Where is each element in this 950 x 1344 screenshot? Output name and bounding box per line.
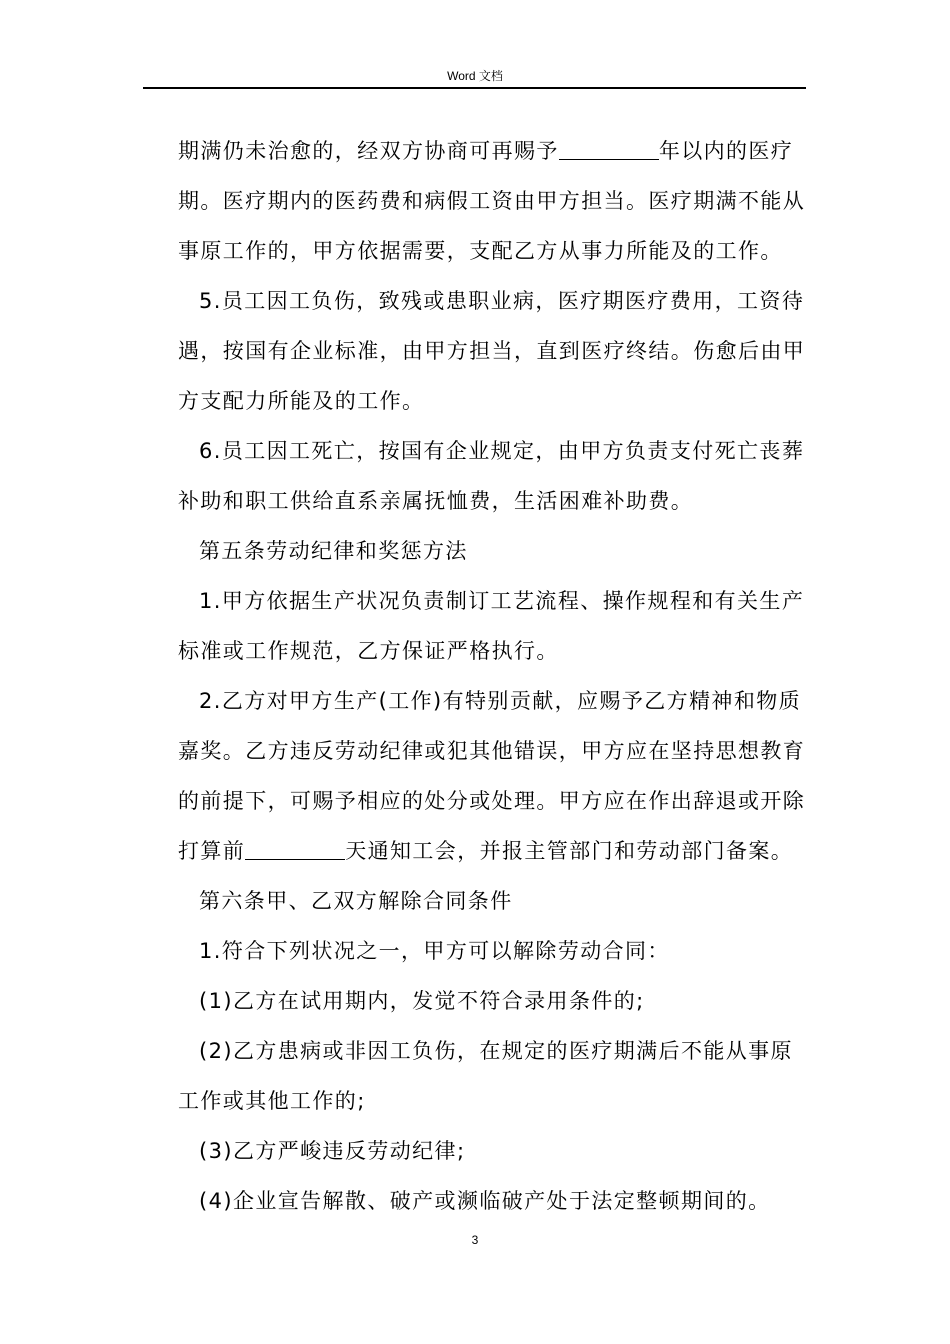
paragraph-work-injury: 5.员工因工负伤，致残或患职业病，医疗期医疗费用，工资待遇，按国有企业标准，由甲方担当，直到医疗终结。伤愈后由甲方支配力所能及的工作。	[178, 289, 806, 413]
list-item-condition-4: (4)企业宣告解散、破产或濒临破产处于法定整顿期间的。	[199, 1189, 771, 1213]
list-item-condition-3: (3)乙方严峻违反劳动纪律;	[199, 1139, 466, 1163]
paragraph-rewards-penalties	[178, 676, 806, 876]
paragraph-text: 年以内的医疗期。医疗期内的医药费和病假工资由甲方担当。医疗期满不能从事原工作的，甲方依据需要，支配乙方从事力所能及的工作。	[178, 139, 806, 263]
document-body	[178, 126, 806, 1226]
page-header: Word 文档	[447, 69, 503, 83]
list-item-condition-2: (2)乙方患病或非因工负伤，在规定的医疗期满后不能从事原工作或其他工作的;	[178, 1039, 793, 1113]
page-number: 3	[471, 1233, 479, 1247]
paragraph-medical-period	[178, 126, 806, 276]
fill-in-blank-days	[245, 835, 345, 860]
paragraph-work-death: 6.员工因工死亡，按国有企业规定，由甲方负责支付死亡丧葬补助和职工供给直系亲属抚恤费，生活困难补助费。	[178, 439, 805, 513]
header-divider	[143, 87, 806, 89]
paragraph-text: 2.乙方对甲方生产(工作)有特别贡献，应赐予乙方精神和物质嘉奖。乙方违反劳动纪律或犯其他错误，甲方应在坚持思想教育的前提下，可赐予相应的处分或处理。甲方应在作出辞退或开除打算前	[178, 689, 806, 863]
paragraph-termination-conditions: 1.符合下列状况之一，甲方可以解除劳动合同：	[199, 939, 670, 963]
fill-in-blank-years	[559, 135, 659, 160]
section-heading-article-6: 第六条甲、乙双方解除合同条件	[199, 889, 513, 913]
paragraph-text: 期满仍未治愈的，经双方协商可再赐予	[178, 139, 559, 163]
section-heading-article-5: 第五条劳动纪律和奖惩方法	[199, 539, 468, 563]
paragraph-text: 天通知工会，并报主管部门和劳动部门备案。	[345, 839, 794, 863]
paragraph-rules-procedures: 1.甲方依据生产状况负责制订工艺流程、操作规程和有关生产标准或工作规范，乙方保证严格执行。	[178, 589, 805, 663]
list-item-condition-1: (1)乙方在试用期内，发觉不符合录用条件的;	[199, 989, 645, 1013]
